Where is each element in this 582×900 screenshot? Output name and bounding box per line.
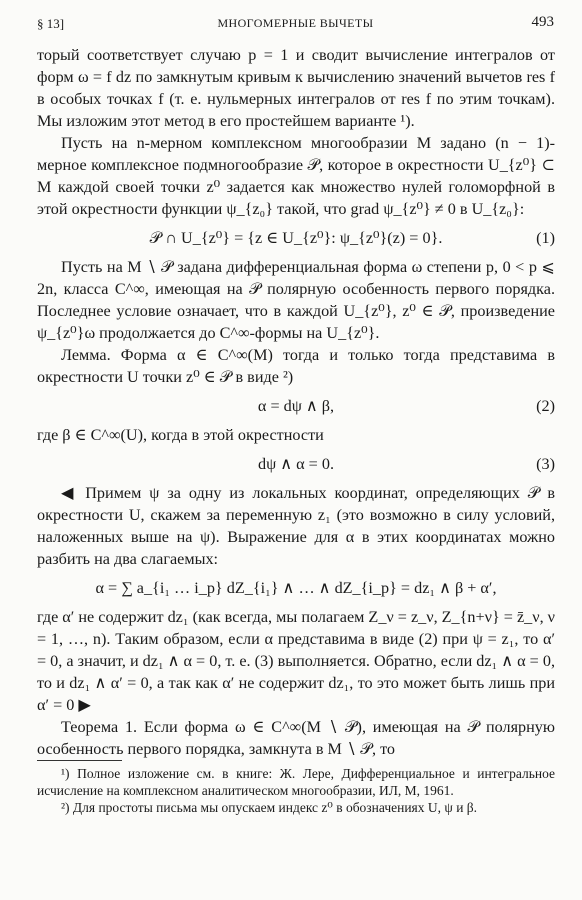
main-text xyxy=(37,44,555,760)
footnote-1: ¹) Полное изложение см. в книге: Ж. Лере, Дифференциальное и интегральное исчисление на комплексном аналитическом многообразии, ИЛ, М, 1961. xyxy=(37,766,555,798)
running-title: МНОГОМЕРНЫЕ ВЫЧЕТЫ xyxy=(217,16,374,30)
footnotes xyxy=(37,765,555,816)
equation-3-body: dψ ∧ α = 0. xyxy=(257,455,334,473)
equation-4 xyxy=(37,570,555,606)
paragraph-1: торый соответствует случаю p = 1 и сводит вычисление интегралов от форм ω = f dz по замкнутым кривым к вычислению значений вычетов res f в особых точках f (т. е. нульмерных интегралов от res f по этим точкам). Мы изложим этот метод в его простейшем варианте ¹). xyxy=(37,46,555,130)
section-ref: § 13] xyxy=(37,16,65,31)
equation-3 xyxy=(37,446,555,482)
equation-2-number: (2) xyxy=(536,397,555,415)
paragraph-3: Пусть на M ∖ 𝒫 задана дифференциальная форма ω степени p, 0 < p ⩽ 2n, класса C^∞, имеющая на 𝒫 полярную особенность первого порядка. Последнее условие означает, что в каждой U_{z⁰}, z⁰ ∈ 𝒫, произведение ψ_{z⁰}ω продолжается до C^∞-формы на U_{z⁰}. xyxy=(37,258,555,342)
equation-3-number: (3) xyxy=(536,455,555,473)
footnote-2: ²) Для простоты письма мы опускаем индекс z⁰ в обозначениях U, ψ и β. xyxy=(61,800,478,815)
equation-4-body: α = ∑ a_{i₁ … i_p} dZ_{i₁} ∧ … ∧ dZ_{i_p} = dz₁ ∧ β + α′, xyxy=(95,579,497,597)
proof-paragraph: ◀ Примем ψ за одну из локальных координат, определяющих 𝒫 в окрестности U, скажем за переменную z₁ (это возможно в силу условий, наложенных выше на ψ). Выражение для α в этих координатах можно разбить на два слагаемых: xyxy=(37,484,555,568)
equation-2 xyxy=(37,388,555,424)
equation-1-body: 𝒫 ∩ U_{z⁰} = {z ∈ U_{z⁰}: ψ_{z⁰}(z) = 0}. xyxy=(149,229,443,247)
paragraph-2: Пусть на n-мерном комплексном многообразии M задано (n − 1)-мерное комплексное подмногообразие 𝒫, которое в окрестности U_{z⁰} ⊂ M каждой своей точки z⁰ задается как множество нулей голоморфной в этой окрестности функции ψ_{z₀} такой, что grad ψ_{z⁰} ≠ 0 в U_{z₀}: xyxy=(37,134,555,218)
footnote-rule xyxy=(37,760,122,761)
page-number: 493 xyxy=(531,14,554,30)
running-header xyxy=(37,10,554,32)
equation-1-number: (1) xyxy=(536,229,555,247)
lemma-statement: Лемма. Форма α ∈ C^∞(M) тогда и только тогда представима в окрестности U точки z⁰ ∈ 𝒫 в виде ²) xyxy=(37,346,555,386)
proof-conclusion: где α′ не содержит dz₁ (как всегда, мы полагаем Z_ν = z_ν, Z_{n+ν} = z̄_ν, ν = 1, …, n). Таким образом, если α представима в виде (2) при ψ = z₁, то α′ = 0, а значит, и dz₁ ∧ α = 0, т. е. (3) выполняется. Обратно, если dz₁ ∧ α = 0, то и dz₁ ∧ α′ = 0, а так как α′ не содержит dz₁, то это может быть лишь при α′ = 0 ▶ xyxy=(37,608,555,714)
theorem-1: Теорема 1. Если форма ω ∈ C^∞(M ∖ 𝒫), имеющая на 𝒫 полярную особенность первого порядка, замкнута в M ∖ 𝒫, то xyxy=(37,718,555,758)
equation-1 xyxy=(37,220,555,256)
lemma-condition: где β ∈ C^∞(U), когда в этой окрестности xyxy=(37,426,324,444)
equation-2-body: α = dψ ∧ β, xyxy=(257,397,335,415)
